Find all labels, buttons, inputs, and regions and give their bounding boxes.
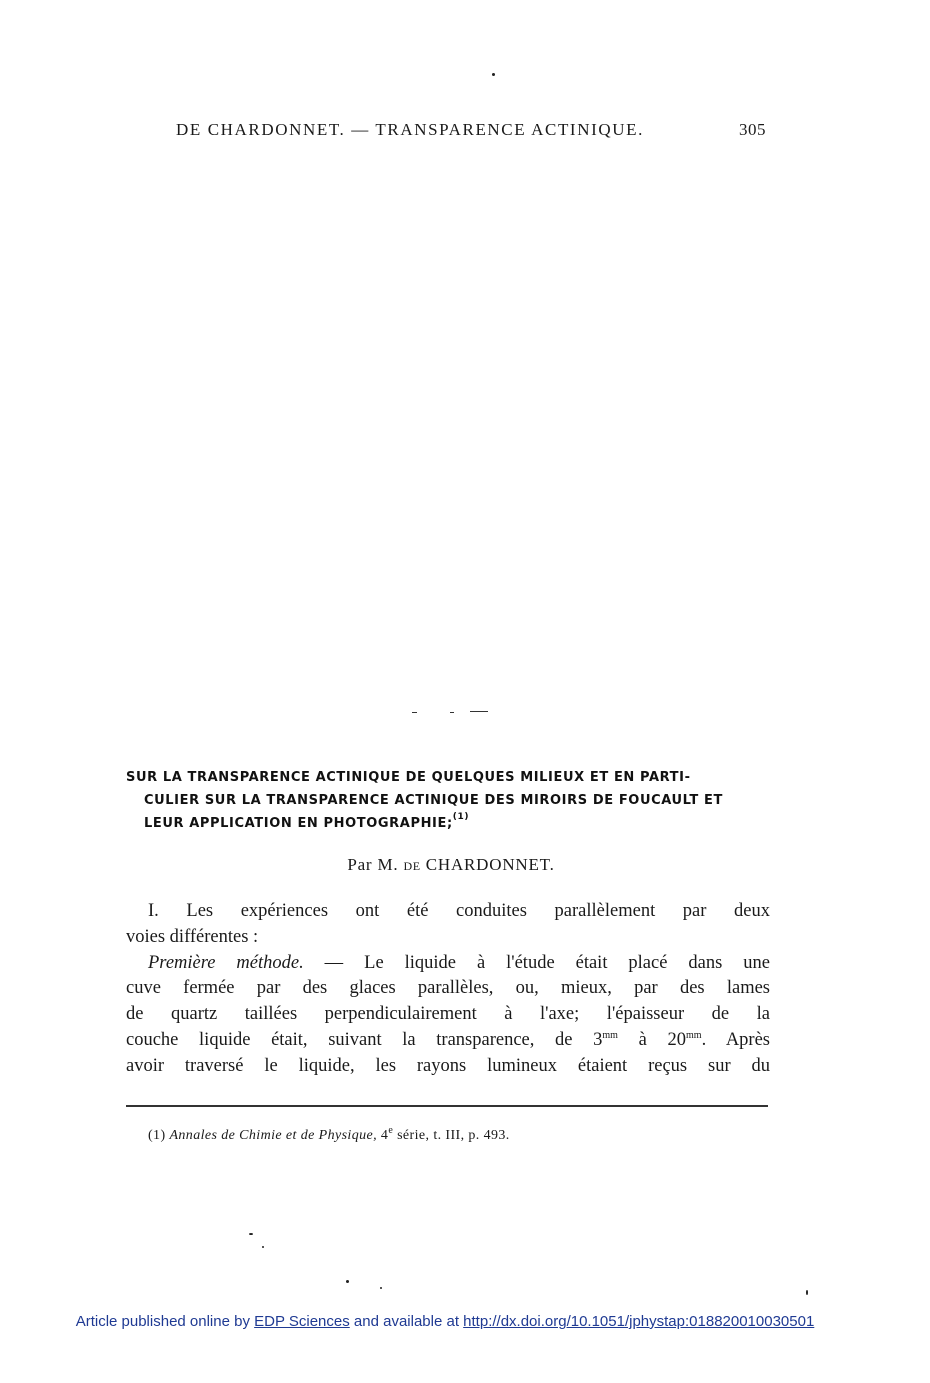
print-speck (346, 1280, 349, 1283)
journal-name: Annales de Chimie et de Physique, (169, 1128, 378, 1143)
text-line: I. Les expériences ont été conduites parallèlement par deux (148, 901, 770, 921)
text-span: — Le liquide à l'étude était placé dans une (303, 952, 770, 973)
print-speck (806, 1290, 808, 1295)
text-span: . Après (701, 1029, 771, 1050)
footer-middle: and available at (349, 1313, 464, 1330)
footer-prefix: Article published online by (75, 1313, 255, 1330)
text-line: de quartz taillées perpendiculairement à l'axe; l'épaisseur de la (126, 1004, 770, 1025)
text-span: couche liquide était, suivant la transparence, de 3 (126, 1029, 603, 1050)
print-speck (380, 1287, 382, 1289)
page-number: 305 (739, 120, 766, 139)
print-speck (492, 73, 495, 76)
byline-particle: DE (403, 859, 421, 873)
title-footnote-mark: (1) (452, 812, 470, 822)
byline-prefix: Par (347, 855, 373, 874)
separator-dash (412, 712, 417, 713)
article-title-line: CULIER SUR LA TRANSPARENCE ACTINIQUE DES MIROIRS DE FOUCAULT ET (144, 793, 723, 808)
footnote-rule (126, 1105, 768, 1107)
publisher-link[interactable]: EDP Sciences (254, 1313, 350, 1330)
article-title-line: SUR LA TRANSPARENCE ACTINIQUE DE QUELQUES MILIEUX ET EN PARTI- (126, 770, 691, 785)
byline (126, 855, 776, 875)
text-line (126, 951, 770, 977)
series-superscript: e (388, 1125, 394, 1136)
footnote (148, 1125, 510, 1144)
footnote-rest: série, t. III, p. 493. (393, 1128, 510, 1143)
separator-rule (470, 711, 488, 712)
text-line: avoir traversé le liquide, les rayons lumineux étaient reçus sur du (126, 1055, 770, 1076)
series-number: 4 (377, 1128, 389, 1143)
running-head-title: DE CHARDONNET. — TRANSPARENCE ACTINIQUE. (176, 120, 644, 139)
print-speck (249, 1233, 253, 1235)
separator-dash (450, 712, 454, 713)
text-line (126, 1028, 770, 1054)
doi-link[interactable]: http://dx.doi.org/10.1051/jphystap:018820010030501 (463, 1313, 815, 1330)
unit-superscript: mm (602, 1029, 618, 1041)
author-name: CHARDONNET. (425, 855, 555, 874)
footnote-mark: (1) (148, 1128, 166, 1143)
method-label: Première méthode. (148, 952, 304, 973)
article-title (126, 766, 776, 835)
print-speck (262, 1246, 264, 1248)
byline-m: M. (377, 855, 399, 874)
article-title-line (126, 812, 776, 835)
text-line: voies différentes : (126, 926, 259, 947)
unit-superscript: mm (686, 1029, 702, 1041)
publisher-footer (0, 1313, 890, 1330)
body-text (126, 899, 770, 1080)
text-line: cuve fermée par des glaces parallèles, ou, mieux, par des lames (126, 978, 770, 999)
article-title-line-text: LEUR APPLICATION EN PHOTOGRAPHIE; (144, 816, 453, 831)
text-span: à 20 (617, 1029, 686, 1050)
running-head (176, 120, 766, 144)
